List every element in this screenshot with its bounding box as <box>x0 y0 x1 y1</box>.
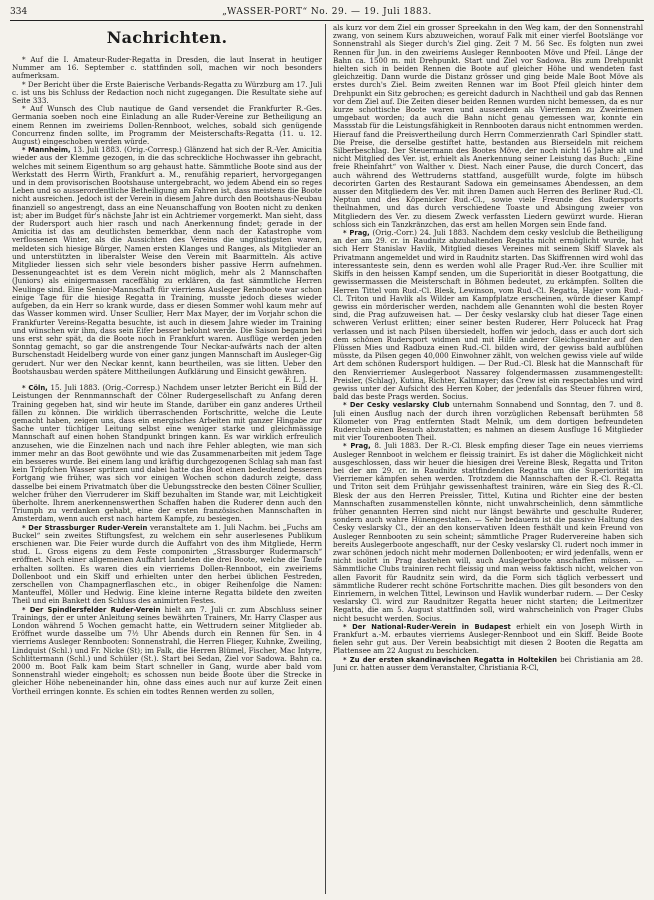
news-item <box>12 105 322 146</box>
item-text: F. L. J. H. <box>284 374 318 384</box>
right-column <box>333 24 643 896</box>
left-column <box>12 24 322 896</box>
item-text: * Auf Wunsch des Club nautique de Gand versendet die Frankfurter R.-Ges. Germania soeben noch eine Einladung an alle Ruder-Vereine zur Betheiligung an einem Rennen im zweiriems Dollen-Rennboot, welches, sobald sich genügende Concurrenz finden sollte, im Programm der Meisterschafts-Regatta (11. u. 12. August) eingeschoben werden würde. <box>12 104 322 147</box>
item-text: als kurz vor dem Ziel ein grosser Spreekahn in den Weg kam, der den Sonnenstrahl zwang, von seinem Kurs abzuweichen, worauf Falk mit einer vierfel Bootslänge vor Sonnenstrahl als Sieger durch's Ziel ging. Zeit 7 M. 56 Sec. Es folgten nun zwei Rennen für Jun. in den zweiriems Ausleger Rennbooten Möve und Pfeil. Länge der Bahn ca. 1500 m. mit Drehpunkt. Start und Ziel vor Sadowa. Bis zum Drehpunkt hielten sich in beiden Rennen die Boote auf gleicher Höhe und wendeten fast gleichzeitig. Dann wurde die Distanz grösser und ging beide Male Boot Möve als erstes durch's Ziel. Beim zweiten Rennen war im Boot Pfeil gleich hinter dem Drehpunkt ein Sitz gebrochen; es gereicht dadurch in Nachtheil und gab das Rennen vor dem Ziel auf. Die Zeiten dieser beiden Rennen wurden nicht bemessen, da es nur kurze schottische Boote waren und ausserdem als Vierriemen zu Zweiriemen umgebaut worden; da auch die Bahn nicht genau gemessen war, konnte ein Massstab für die Leistungsfähigkeit in Rennbooten daraus nicht entnommen werden. Hierauf fand die Preisvertheilung durch Herrn Commerzienrath Carl Spindler statt. Die Preise, die derselbe gestiftet hatte, bestanden aus Bierseideln mit reichem Silberbeschlag. Der Steuermann des Bootes Möve, der noch nicht 16 Jahre alt und nicht Mitglied des Ver. ist, erhielt als Anerkennung seiner Leistung das Buch: „Eine freie Rheinfahrt“ von Walther v. Diest. Nach einer Pause, die durch Concert, das auch während des Wettruderns stattfand, ausgefüllt wurde, folgte im hübsch decorirten Garten des Restaurant Sadowa ein gemeinsames Abendessen, an dem ausser den Mitgliedern des Ver. mit ihren Damen auch Herren des Berliner Rud.-Cl. Neptun und des Köpenicker Rud.-Cl., sowie viele Freunde des Rudersports theilnahmen, und das durch verschiedene Toaste und Absingung zweier von Mitgliedern des Ver. zu diesem Zweck verfassten Liedern gewürzt wurde. Hieran schloss sich ein Tanzkränzchen, das erst am hellen Morgen sein Ende fand. <box>333 24 643 229</box>
masthead: „WASSER-PORT“ No. 29. — 19. Juli 1883. <box>222 7 432 17</box>
news-item <box>12 81 322 106</box>
item-text: erhielt ein von Joseph Wirth in Frankfurt a.-M. erbautes vierriems Ausleger-Rennboot und ein Skiff. Beide Boote fielen sehr gut aus. Der Verein beabsichtigt mit diesen 2 Booten die Regatta am Plattensee am 22 August zu beschicken. <box>333 621 643 656</box>
header-rule <box>10 20 644 21</box>
column-divider <box>325 24 326 894</box>
item-text: 15. Juli 1883. (Orig.-Corresp.) Nachdem unser letzter Bericht ein Bild der Leistungen der Rennmannschaft der Cölner Rudergesellschaft zu Anfang deren Training gegeben hat, sind wir heute im Stande, darüber ein ganz anderes Urtheil fällen zu können. Die wirklich überraschenden Fortschritte, welche die Leute gemacht haben, zeigen uns, dass ein energisches Arbeiten mit ganzer Hingabe zur Sache unter tüchtiger Leitung selbst eine weniger starke und gleichmässige Mannschaft auf einen hohen Standpunkt bringen kann. Es war wirklich erfreulich anzusehen, wie die Einzelnen nach und nach ihre Fehler ablegten, wie man sich immer mehr an das Boot gewöhnte und wie das Zusammenarbeiten mit jedem Tage ein besseres wurde. Bei einem lang und kräftig durchgezogenen Schlag sah man fast kein Tröpfchen Wasser spritzen und dabei hatte das Boot einen bedeutend besseren Fortgang wie früher, was sich vor einigen Wochen schon dadurch zeigte, dass dasselbe bei einem Privatmatch über die Uebungsstrecke den besten Cölner Scullier, welcher früher den Vierruderer im Skiff bezuhalten im Stande war, mit Leichtigkeit überholte. Ihrem anerkennenswerthen Schaffen haben die Ruderer denn auch den Triumph zu verdanken gehabt, eine der ersten französischen Mannschaften in Amsterdam, wenn auch erst nach hartem Kampfe, zu besiegen. <box>12 383 322 524</box>
item-text: hielt am 7. Juli cr. zum Abschluss seiner Trainings, der er unter Anleitung seines bewährten Trainers, Mr. Harry Clasper aus London während 5 Wochen gemacht hatte, ein Wettrudern seiner Mitglieder ab. Eröffnet wurde dasselbe um 7½ Uhr Abends durch ein Rennen für Sen. in 4 vierriems Ausleger Rennbooten: Sonnenstrahl, die Herren Flieger, Kuhnke, Zweiling, Lindquist (Schl.) und Fr. Nicke (St); im Falk, die Herren Blümel, Fischer, Mac Intyre, Schlittermann (Schl.) und Schüler (St.). Start bei Sedan, Ziel vor Sadowa. Bahn ca. 2000 m. Boot Falk kam beim Start schneller in Gang, wurde aber bald vom Sonnenstrahl wieder eingeholt; es schossen nun beide Boote über die Strecke in gleicher Höhe nebeneinander hin, ohne dass eines auch nur auf kurze Zeit einen Vortheil erringen konnte. Es schien ein todtes Rennen werden zu sollen, <box>12 604 322 696</box>
item-text: * Der Bericht über die Erste Baierische Verbands-Regatta zu Würzburg am 17. Juli c. ist uns bis Schluss der Redaction noch nicht zugegangen. Die Resultate siehe auf Seite 333. <box>12 79 322 106</box>
news-item <box>12 146 322 376</box>
news-item <box>333 401 643 442</box>
item-lead: * Prag, <box>343 229 370 238</box>
section-heading: Nachrichten. <box>106 28 228 47</box>
news-item <box>12 56 322 81</box>
news-item <box>333 229 643 401</box>
page-number: 334 <box>10 7 28 17</box>
item-lead: * Der Cesky veslarsky Club <box>343 401 450 410</box>
item-lead: * Cöln, <box>22 384 48 393</box>
news-item <box>12 606 322 696</box>
item-lead: * Prag, <box>343 442 371 451</box>
news-item <box>333 623 643 656</box>
item-lead: * Der Strassburger Ruder-Verein <box>22 523 148 532</box>
running-head <box>10 5 644 19</box>
item-text: * Auf die I. Amateur-Ruder-Regatta in Dresden, die laut Inserat in heutiger Nummer am 16. September c. stattfinden soll, machen wir noch besonders aufmerksam. <box>12 55 322 81</box>
item-lead: * Mannheim, <box>22 146 71 155</box>
item-text: veranstaltete am 1. Juli Nachm. bei „Fuchs am Buckel“ sein zweites Stiftungsfest, zu welchem ein sehr auserlesenes Publikum erschienen war. Die Feier wurde durch die Auffahrt von des ihm Mitgliede, Herrn stud. L. Gross eigens zu dem Feste componirten „Strassburger Rudermarsch“ eröffnet. Nach einer allgemeinen Auffahrt landeten die drei Boote, welche die Taufe erhalten sollten. Es waren dies ein vierriems Dollen-Rennboot, ein zweiriems Dollenboot und ein Skiff und erhielten unter den herbei üblichen Festreden, zerschellen von Champagnerflaschen etc., in obiger Reihenfolge die Namen: Manteuffel, Möller und Hedwig. Eine kleine interne Regatta bildete den zweiten Theil und ein Bankett den Schluss des animirten Festes. <box>12 522 322 606</box>
news-item <box>333 442 643 622</box>
news-item <box>12 384 322 523</box>
item-lead: * Der National-Ruder-Verein in Budapest <box>343 622 511 631</box>
item-text: (Orig.-Corr.) 24. Juli 1883. Nachdem dem cesky veslclub die Betheiligung an der am 29. cr. in Raudnitz abzuhaltenden Regatta nicht ermöglicht wurde, hat sich Herr Stanislav Havlik, Mitglied dieses Vereines mit seinem Skiff Slavek als Privatmann angemeldet und wird in Raudnitz starten. Das Skiffrennen wird wohl das interessanteste sein, denn es werden wohl alle Prager Rud.-Ver. ihre Scullier mit Skiffs in den heissen Kampf senden, um die Superiorität in dieser Bootgattung, die gewissermassen die Meisterschaft in Böhmen bedeutet, zu erkämpfen. Sollten die Herren Tittel vom Rud.-Cl. Blesk, Lewinson, vom Rud.-Cl. Regatta, Hajer vom Rud.-Cl. Triton und Havlik als Wilder am Kampfplatze erscheinen, würde dieser Kampf gewiss ein mörderischer werden, nachdem alle Genannten wohl die besten Royer sind, die Prag aufzuweisen hat. — Der česky veslarsky club hat dieser Tage einen schweren Verlust erlitten; einer seiner besten Ruderer, Herr Poluceck hat Prag verlassen und ist nach Pilsen übersiedelt, hoffen wir jedoch, dass er auch dort sich dem schönen Rudersport widmen und mit Hilfe anderer Gleichgesinnter auf den Flüssen Mies und Radbuza einen Rud.-Cl. bilden wird, der gewiss bald aufblühen müsste, da Pilsen gegen 40,000 Einwohner zählt, von welchen gewiss viele auf wilde Art dem schönen Rudersport huldigen. — Der Rud.-Cl. Blesk hat die Mannschaft für den Renvierriemer Auslegerboot Nassarey folgendermassen zusammengestellt: Preisler, (Schlag), Kutina, Richter, Kaltmayer; das Crew ist ein respectables und wird gewiss unter der Aufsicht des Herren Kober, der jedenfalls das Steuer führen wird, bald das beste Prags werden. Socius. <box>333 228 643 402</box>
item-text: 8. Juli 1883. Der R.-Cl. Blesk empfing dieser Tage ein neues vierriems Ausleger Rennboot in welchem er fleissig trainirt. Es ist daher die Möglichkeit nicht ausgeschlossen, dass wir heuer die hiesigen drei Vereine Blesk, Regatta und Triton bei der am 29. cr. in Raudnitz stattfindenden Regatta um die Superiorität im Vierriemer kämpfen sehen werden. Trotzdem die Mannschaften der R.-Cl. Regatta und Triton seit dem Frühjahr gewissenhaftest trainiren, wäre ein Sieg des R.-Cl. Blesk der aus den Herren Preissler, Tittel, Kutina und Richter eine der besten Mannschaften zusammenstellen könnte, nicht unwahrscheinlich, denn sämmtliche früher genannten Herren sind nicht nur längst bewährte und geschulte Ruderer, sondern auch wahre Hünengestalten. — Sehr bedauern ist die passive Haltung des Česky veslarsky Cl., der an den konservativen Ideen festhält und kein Freund von Ausleger Rennbooten zu sein scheint; sämmtliche Prager Rudervereine haben sich bereits Auslegerboote angeschafft, nur der Cesky veslarsky Cl. rudert noch immer in zwar schönen jedoch nicht mehr modernen Dollenbooten; er wird jedenfalls, wenn er nicht isolirt in Prag dastehen will, auch Auslegerboote anschaffen müssen. — Sämmtliche Clubs trainiren recht fleissig und man weiss faktisch nicht, welcher von allen Favorit für Raudnitz sein wird, da die Form sich täglich verbessert und sämmtliche Ruderer recht schöne Fortschritte machen. Dies gilt besonders von den Einriemern, in welchen Tittel, Lewinson und Havlik wunderbar rudern. — Der Cesky veslarsky Cl. wird zur Raudnitzer Regatta heuer nicht starten; die Leitmeritzer Regatta, die am 5. August stattfinden soll, wird wahrscheinlich von Prager Clubs nicht besucht werden. Socius. <box>333 441 643 623</box>
item-text: 13. Juli 1883. (Orig.-Corresp.) Glänzend hat sich der R.-Ver. Amicitia wieder aus der Klemme gezogen, in die das schreckliche Hochwasser ihn gebracht, welches mit seinem Eigenthum so arg gehaust hatte. Sämmtliche Boote sind aus der Werkstatt des Herrn Wirth, Frankfurt a. M., renufähig repariert, hervorgegangen und in dem provisorischen Bootshause untergebracht, wo jedem Abend ein so reges Leben und so ausserordentliche Betheiligung am Fahren ist, dass meistens die Boote nicht ausreichen. Jedoch ist der Verein in diesem Jahre durch den Bootshaus-Neubau finanziell so angestrengt, dass an eine Neuanschaffung von Booten nicht zu denken ist; aber im Budget für's nächste Jahr ist ein Achtriemer vorgemerkt. Man sieht, dass der Rudersport auch hier rasch und nach Anerkennung findet; gerade in der Amicitia ist das am deutlichsten bemerkbar, denn nach der Katastrophe vom verflossenen Winter, als die Aussichten des Vereins die ungünstigsten waren, meldeten sich hiesige Bürger, Namen ersten Klanges und Ranges, als Mitglieder an und unterstützten in liberalster Weise den Verein mit Baarmitteln. Als active Mitglieder liessen sich sehr viele besonders bisher passive Herrn aufnehmen. Dessenungeachtet ist es dem Verein nicht möglich, mehr als 2 Mannschaften (Juniors) als einigermassen raceffähig zu erklären, da fast sämmtliche Herren Neulinge sind. Eine Senior-Mannschaft für vierriems Ausleger Rennboote war schon einige Tage für die hiesige Regatta in Training, musste jedoch dieses wieder aufgeben, da ein Herr so krank wurde, dass er diesen Sommer wohl kaum mehr auf das Wasser kommen wird. Unser Scullier, Herr Max Mayer, der im Vorjahr schon die Frankfurter Vereins-Regatta besuchte, ist auch in diesem Jahre wieder im Training und wünschen wir ihm, dass sein Eifer besser belohnt werde. Die Saison begann bei uns erst sehr spät, da die Boote noch in Frankfurt waren. Ausflüge werden jeden Sonntag gemacht, so gar die anstrengende Tour Neckar-aufwärts nach der alten Burschenstadt Heidelberg wurde von einer ganz jungen Mannschaft im Ausleger-Gig gerudert. Nur wer den Neckar kennt, kann beurtheilen, was sie litten. Ueber den Bootshausbau werden spätere Mittheilungen Aufklärung und Einsicht gewähren. <box>12 145 322 376</box>
item-lead: * Der Spindlersfelder Ruder-Verein <box>22 605 161 614</box>
news-item <box>333 24 643 229</box>
item-lead: * Zu der ersten skandinavischen Regatta in Holtekilen <box>343 655 557 664</box>
item-text: bei Christiania am 28. Juni cr. hatten ausser dem Veranstalter, Christiania R-Cl, <box>333 654 643 672</box>
item-text: unternahm Sonnabend und Sonntag, den 7. und 8. Juli einen Ausflug nach der durch ihren vorzüglichen Rebensaft berühmten 58 Kilometer von Prag entfernten Stadt Melnik, um dem dortigen befreundeten Ruderclub einen Besuch abzustatten; es nahmen an diesem Ausfluge 16 Mitglieder mit vier Tourenbooten Theil. <box>333 400 643 443</box>
news-item <box>12 524 322 606</box>
news-item <box>333 656 643 672</box>
